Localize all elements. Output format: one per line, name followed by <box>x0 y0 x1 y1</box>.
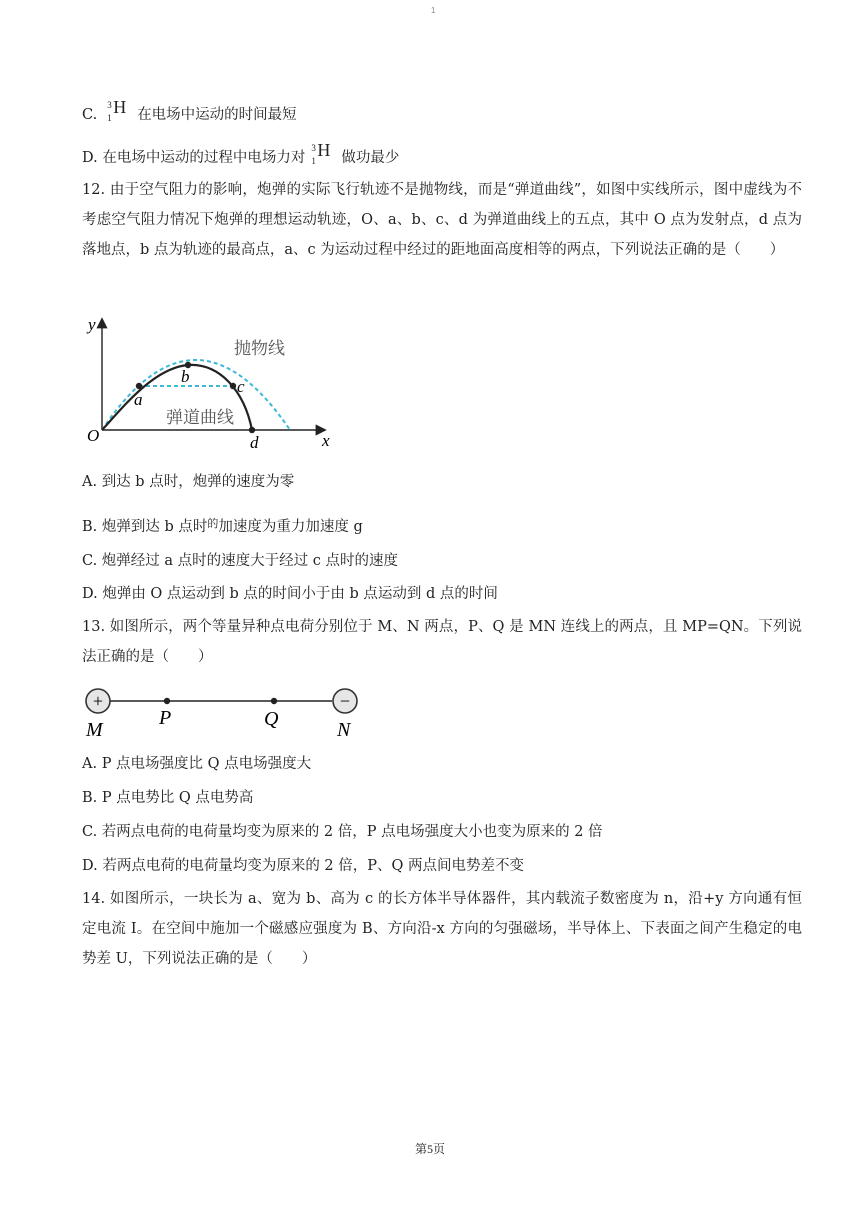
point-q <box>271 698 277 704</box>
ballistic-label: 弹道曲线 <box>166 408 234 427</box>
label-q: Q <box>264 708 279 730</box>
q13-option-d: D. 若两点电荷的电荷量均变为原来的 2 倍，P、Q 两点间电势差不变 <box>82 858 525 874</box>
point-a <box>136 383 142 389</box>
point-a-label: a <box>134 390 143 409</box>
q11-option-c <box>82 97 297 125</box>
q12-option-c: C. 炮弹经过 a 点时的速度大于经过 c 点时的速度 <box>82 553 398 569</box>
page-number: 第5页 <box>414 1142 445 1156</box>
q12-stem: 12. 由于空气阻力的影响，炮弹的实际飞行轨迹不是抛物线，而是“弹道曲线”，如图中实线所示，图中虚线为不考虑空气阻力情况下炮弹的理想运动轨迹，O、a、b、c、d 为弹道曲线上的五点，其中 O 点为发射点，d 点为落地点，b 点为轨迹的最高点，a、c 为运动过程中经过的距地面高度相等的两点，下列说法正确的是（ ） <box>82 182 802 258</box>
q13-option-a: A. P 点电场强度比 Q 点电场强度大 <box>82 756 312 772</box>
option-text-small: 的 <box>207 517 219 530</box>
point-d-label: d <box>250 433 259 452</box>
x-axis-label: x <box>322 431 330 450</box>
point-p <box>164 698 170 704</box>
point-c <box>230 383 236 389</box>
q12-option-b <box>82 514 363 537</box>
parabola-label: 抛物线 <box>234 339 285 358</box>
minus-sign: − <box>339 691 351 711</box>
point-c-label: c <box>237 377 245 396</box>
option-text-end: 加速度为重力加速度 g <box>218 519 363 535</box>
q11-option-d <box>82 140 400 168</box>
label-n: N <box>337 719 351 741</box>
q13-option-b: B. P 点电势比 Q 点电势高 <box>82 790 254 806</box>
q13-stem: 13. 如图所示，两个等量异种点电荷分别位于 M、N 两点，P、Q 是 MN 连线上的两点，且 MP=QN。下列说法正确的是（ ） <box>82 619 802 665</box>
q13-charges-figure <box>82 686 362 742</box>
y-axis-label: y <box>88 315 96 334</box>
q13-option-c: C. 若两点电荷的电荷量均变为原来的 2 倍，P 点电场强度大小也变为原来的 2 倍 <box>82 824 603 840</box>
isotope-h3: 3 1 H <box>311 140 331 166</box>
option-text: 在电场中运动的时间最短 <box>137 107 297 123</box>
option-text-end: 做功最少 <box>341 150 400 166</box>
q12-option-d: D. 炮弹由 O 点运动到 b 点的时间小于由 b 点运动到 d 点的时间 <box>82 586 498 602</box>
header-mark: 1 <box>431 6 436 15</box>
option-label: C. <box>82 107 98 123</box>
option-text: D. 在电场中运动的过程中电场力对 <box>82 150 306 166</box>
q14-stem: 14. 如图所示，一块长为 a、宽为 b、高为 c 的长方体半导体器件，其内载流子数密度为 n，沿+y 方向通有恒定电流 I。在空间中施加一个磁感应强度为 B、方向沿-x 方向的匀强磁场，半导体上、下表面之间产生稳定的电势差 U，下列说法正确的是（ ） <box>82 891 802 967</box>
label-p: P <box>159 707 172 729</box>
point-b-label: b <box>181 367 190 386</box>
option-text: B. 炮弹到达 b 点时 <box>82 519 208 535</box>
q12-option-a: A. 到达 b 点时，炮弹的速度为零 <box>82 474 295 490</box>
label-m: M <box>86 719 103 741</box>
isotope-h3: 3 1 H <box>107 97 127 123</box>
q12-trajectory-figure <box>84 310 344 455</box>
origin-label: O <box>87 426 100 445</box>
plus-sign: + <box>92 691 104 711</box>
